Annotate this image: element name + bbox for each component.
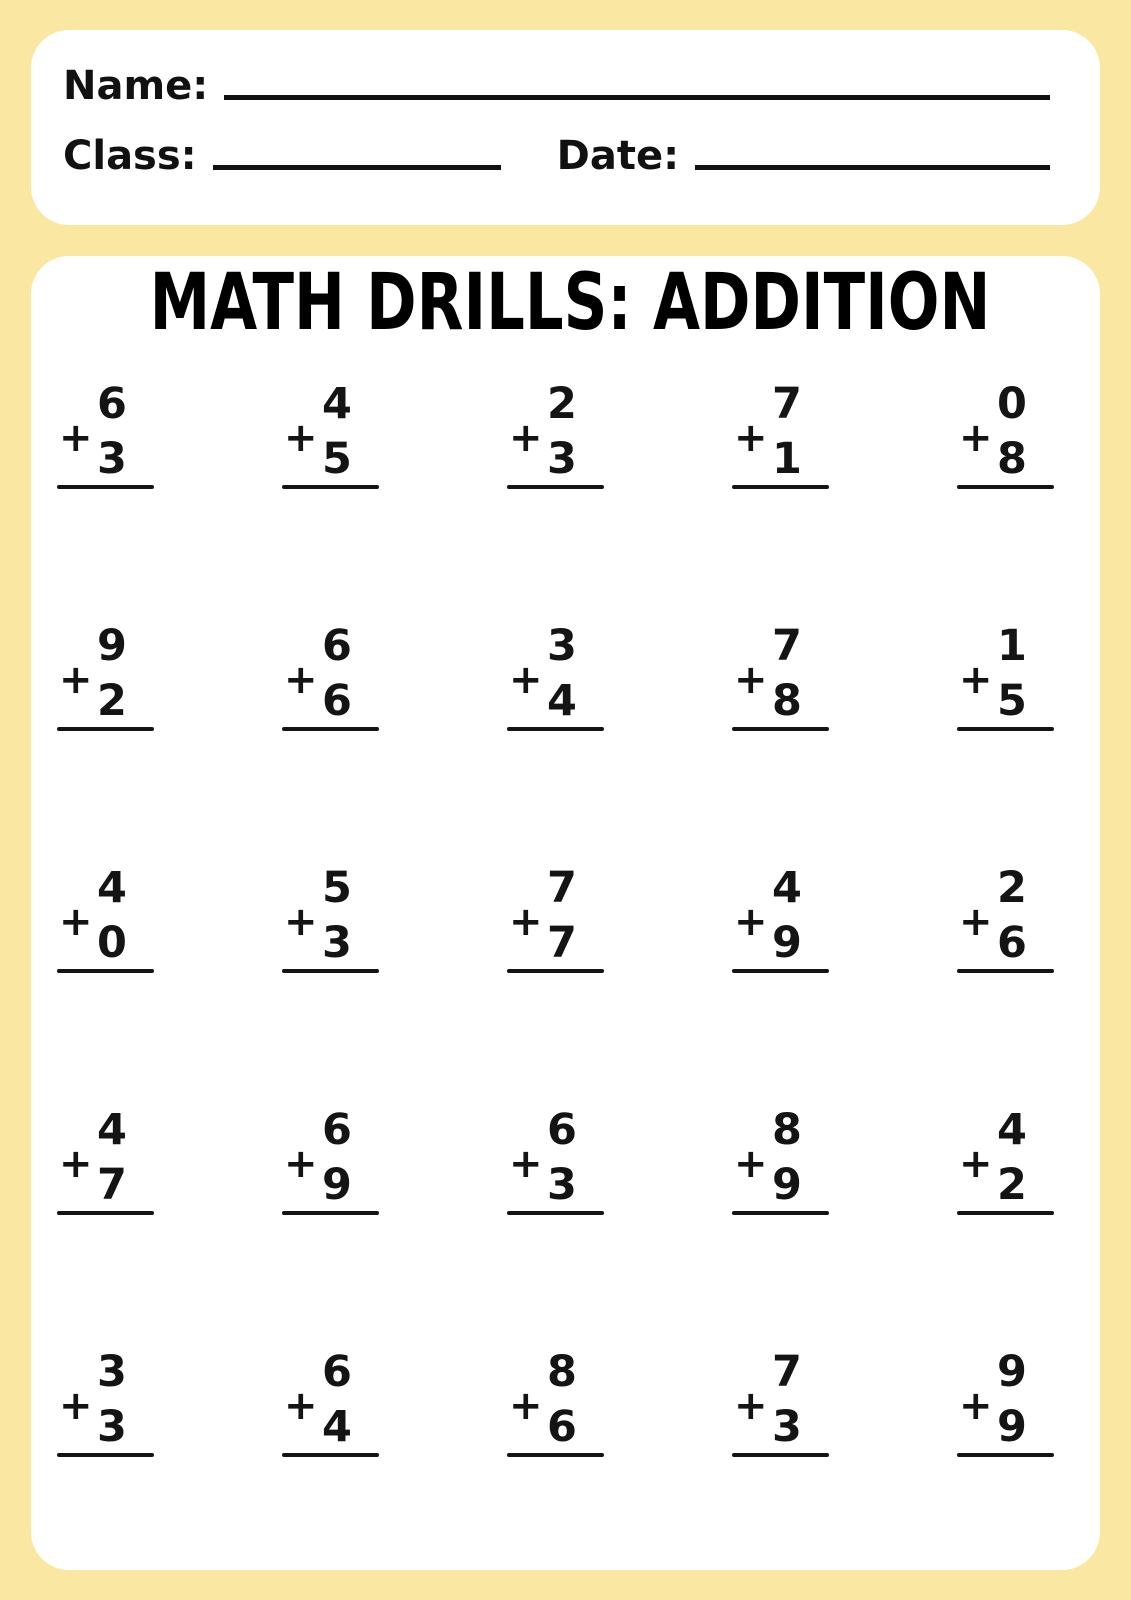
bottom-addend: 6: [997, 918, 1027, 968]
bottom-addend: 3: [322, 918, 352, 968]
bottom-addend: 9: [997, 1402, 1027, 1452]
answer-line[interactable]: [732, 727, 829, 731]
class-label: Class:: [63, 133, 197, 179]
bottom-addend: 6: [547, 1402, 577, 1452]
answer-line[interactable]: [957, 969, 1054, 973]
top-addend: 7: [772, 379, 802, 429]
plus-operator-icon: +: [284, 899, 318, 945]
addition-problem: [59, 1104, 159, 1236]
top-addend: 4: [97, 1105, 127, 1155]
answer-line[interactable]: [282, 727, 379, 731]
answer-line[interactable]: [732, 969, 829, 973]
plus-operator-icon: +: [509, 657, 543, 703]
answer-line[interactable]: [732, 1453, 829, 1457]
answer-line[interactable]: [57, 485, 154, 489]
plus-operator-icon: +: [959, 657, 993, 703]
bottom-addend: 9: [772, 918, 802, 968]
name-label: Name:: [63, 63, 209, 109]
answer-line[interactable]: [957, 1453, 1054, 1457]
bottom-addend: 3: [97, 434, 127, 484]
answer-line[interactable]: [57, 727, 154, 731]
top-addend: 7: [772, 1347, 802, 1397]
addition-problem: [509, 620, 609, 752]
answer-line[interactable]: [57, 1211, 154, 1215]
answer-line[interactable]: [282, 969, 379, 973]
top-addend: 7: [547, 863, 577, 913]
bottom-addend: 5: [322, 434, 352, 484]
top-addend: 6: [322, 1105, 352, 1155]
top-addend: 8: [547, 1347, 577, 1397]
addition-problem: [509, 862, 609, 994]
plus-operator-icon: +: [509, 1383, 543, 1429]
top-addend: 5: [322, 863, 352, 913]
top-addend: 6: [97, 379, 127, 429]
plus-operator-icon: +: [959, 1383, 993, 1429]
top-addend: 4: [772, 863, 802, 913]
bottom-addend: 8: [772, 676, 802, 726]
top-addend: 6: [547, 1105, 577, 1155]
top-addend: 7: [772, 621, 802, 671]
plus-operator-icon: +: [959, 415, 993, 461]
bottom-addend: 6: [322, 676, 352, 726]
answer-line[interactable]: [507, 727, 604, 731]
class-date-row: [63, 134, 1050, 178]
top-addend: 4: [97, 863, 127, 913]
addition-problem: [59, 862, 159, 994]
plus-operator-icon: +: [509, 415, 543, 461]
bottom-addend: 1: [772, 434, 802, 484]
addition-problem: [734, 1104, 834, 1236]
plus-operator-icon: +: [509, 899, 543, 945]
addition-problem: [734, 1346, 834, 1478]
plus-operator-icon: +: [959, 1141, 993, 1187]
answer-line[interactable]: [507, 1211, 604, 1215]
name-row: [63, 64, 1050, 108]
addition-problem: [959, 378, 1059, 510]
addition-problem: [959, 1346, 1059, 1478]
top-addend: 1: [997, 621, 1027, 671]
plus-operator-icon: +: [59, 415, 93, 461]
addition-problem: [59, 1346, 159, 1478]
addition-problem: [284, 378, 384, 510]
plus-operator-icon: +: [734, 657, 768, 703]
answer-line[interactable]: [957, 485, 1054, 489]
bottom-addend: 3: [772, 1402, 802, 1452]
addition-problem: [959, 620, 1059, 752]
bottom-addend: 2: [97, 676, 127, 726]
plus-operator-icon: +: [959, 899, 993, 945]
bottom-addend: 9: [772, 1160, 802, 1210]
addition-problem: [509, 1104, 609, 1236]
answer-line[interactable]: [732, 485, 829, 489]
answer-line[interactable]: [957, 1211, 1054, 1215]
answer-line[interactable]: [507, 1453, 604, 1457]
answer-line[interactable]: [507, 485, 604, 489]
addition-problem: [284, 862, 384, 994]
addition-problem: [509, 1346, 609, 1478]
name-input-line[interactable]: [224, 94, 1050, 100]
bottom-addend: 0: [97, 918, 127, 968]
answer-line[interactable]: [282, 485, 379, 489]
addition-problem: [284, 1104, 384, 1236]
top-addend: 3: [547, 621, 577, 671]
bottom-addend: 3: [97, 1402, 127, 1452]
bottom-addend: 3: [547, 434, 577, 484]
top-addend: 0: [997, 379, 1027, 429]
addition-problem: [959, 862, 1059, 994]
top-addend: 6: [322, 621, 352, 671]
plus-operator-icon: +: [734, 415, 768, 461]
answer-line[interactable]: [507, 969, 604, 973]
addition-problem: [734, 620, 834, 752]
page-title: [31, 258, 1100, 348]
top-addend: 8: [772, 1105, 802, 1155]
bottom-addend: 4: [547, 676, 577, 726]
addition-problem: [734, 862, 834, 994]
answer-line[interactable]: [57, 969, 154, 973]
answer-line[interactable]: [57, 1453, 154, 1457]
student-info-card: [31, 30, 1100, 225]
top-addend: 4: [997, 1105, 1027, 1155]
addition-problem: [734, 378, 834, 510]
plus-operator-icon: +: [59, 1141, 93, 1187]
addition-problem: [959, 1104, 1059, 1236]
bottom-addend: 7: [97, 1160, 127, 1210]
answer-line[interactable]: [732, 1211, 829, 1215]
answer-line[interactable]: [957, 727, 1054, 731]
top-addend: 2: [997, 863, 1027, 913]
date-label: Date:: [556, 133, 680, 179]
plus-operator-icon: +: [284, 1383, 318, 1429]
top-addend: 9: [997, 1347, 1027, 1397]
problems-grid: [59, 378, 1131, 1588]
worksheet-card: [31, 256, 1100, 1570]
bottom-addend: 4: [322, 1402, 352, 1452]
page-title-text: MATH DRILLS: ADDITION: [149, 258, 991, 348]
answer-line[interactable]: [282, 1453, 379, 1457]
addition-problem: [509, 378, 609, 510]
plus-operator-icon: +: [284, 1141, 318, 1187]
plus-operator-icon: +: [734, 899, 768, 945]
addition-problem: [284, 1346, 384, 1478]
date-input-line[interactable]: [695, 164, 1050, 170]
bottom-addend: 8: [997, 434, 1027, 484]
plus-operator-icon: +: [59, 1383, 93, 1429]
plus-operator-icon: +: [284, 415, 318, 461]
bottom-addend: 7: [547, 918, 577, 968]
plus-operator-icon: +: [509, 1141, 543, 1187]
top-addend: 3: [97, 1347, 127, 1397]
class-input-line[interactable]: [213, 164, 501, 170]
bottom-addend: 3: [547, 1160, 577, 1210]
top-addend: 6: [322, 1347, 352, 1397]
answer-line[interactable]: [282, 1211, 379, 1215]
plus-operator-icon: +: [734, 1383, 768, 1429]
plus-operator-icon: +: [284, 657, 318, 703]
plus-operator-icon: +: [734, 1141, 768, 1187]
addition-problem: [59, 378, 159, 510]
plus-operator-icon: +: [59, 657, 93, 703]
bottom-addend: 2: [997, 1160, 1027, 1210]
top-addend: 4: [322, 379, 352, 429]
top-addend: 9: [97, 621, 127, 671]
bottom-addend: 5: [997, 676, 1027, 726]
top-addend: 2: [547, 379, 577, 429]
addition-problem: [284, 620, 384, 752]
plus-operator-icon: +: [59, 899, 93, 945]
bottom-addend: 9: [322, 1160, 352, 1210]
addition-problem: [59, 620, 159, 752]
